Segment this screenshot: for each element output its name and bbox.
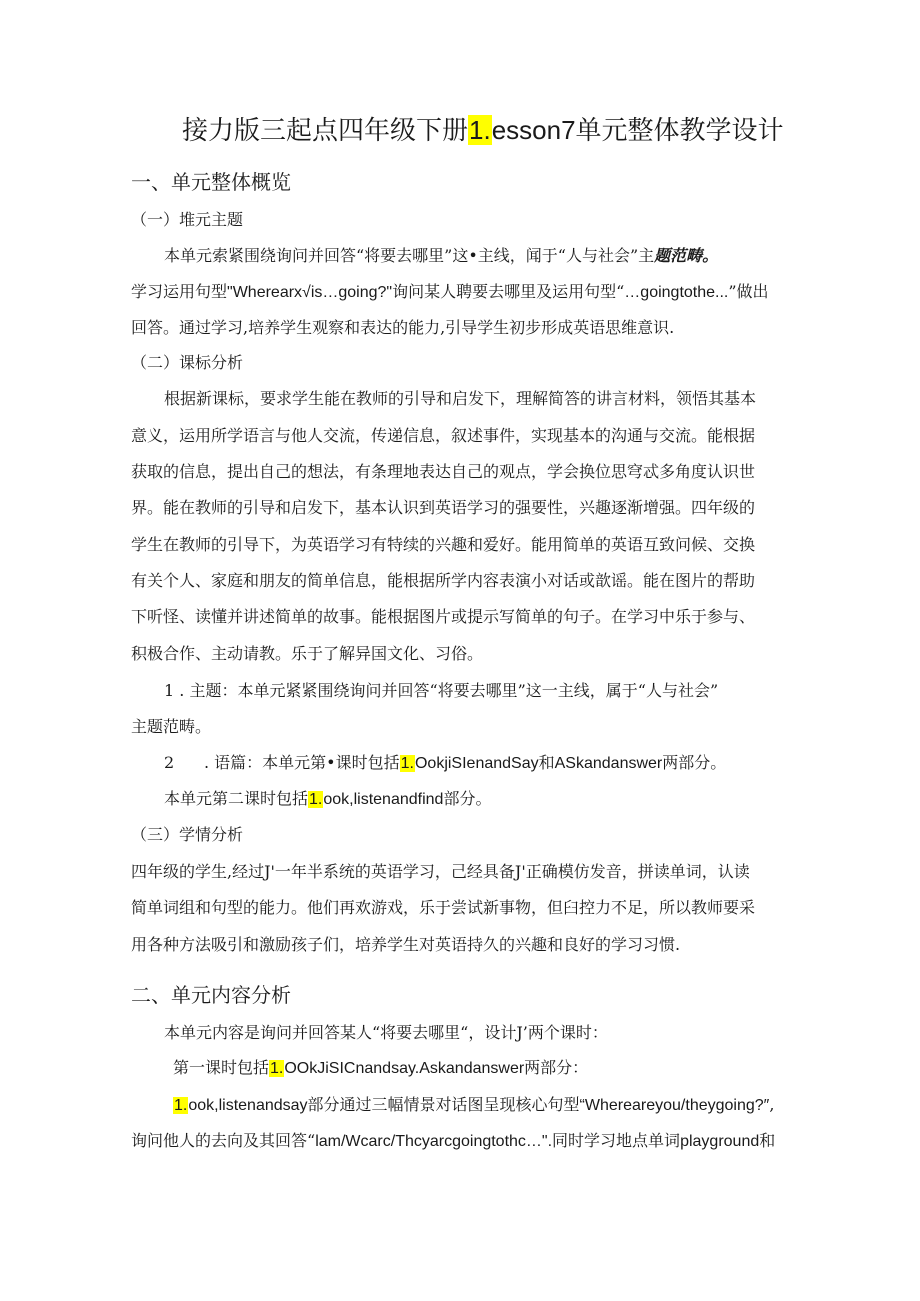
english-sentence: lam/Wcarc/Thcyarcgoingtothc…". xyxy=(315,1133,553,1150)
paragraph-text: 询问他人的去向及其回答“ xyxy=(131,1131,316,1150)
paragraph-curriculum-line7: 下听怪、读懂并讲述简单的故事。能根据图片或提示写简单的句子。在学习中乐于参与、 xyxy=(131,607,756,626)
paragraph-curriculum-line3: 获取的信息，提出自己的想法，有条理地表达自己的观点，学会换位思穹忒多角度认识世 xyxy=(131,462,756,481)
highlight-mark: 1. xyxy=(400,755,414,772)
section-heading-overview: 一、单元整体概览 xyxy=(131,170,291,194)
highlight-mark: 1. xyxy=(309,791,323,808)
document-title xyxy=(182,117,784,144)
paragraph-text: 同时学习地点单词 xyxy=(552,1131,681,1150)
subheading-curriculum-analysis: （二）课标分析 xyxy=(131,353,244,372)
paragraph-text: 本单元第二课时包括 xyxy=(164,789,309,808)
paragraph-text: ”做出 xyxy=(728,282,769,301)
paragraph-text: 和 xyxy=(538,753,555,772)
paragraph-second-lesson xyxy=(164,791,491,808)
highlight-mark: 1. xyxy=(270,1060,284,1077)
list-item-theme-line2: 主题范畴。 xyxy=(131,717,212,736)
english-sentence: “Whereareyou/theygoing?″ xyxy=(579,1097,770,1114)
subheading-learner-analysis: （三）学情分析 xyxy=(131,825,244,844)
subheading-unit-theme: （一）堆元主题 xyxy=(131,210,244,229)
paragraph-theme-line1 xyxy=(164,248,718,264)
paragraph-text: 两部分： xyxy=(524,1058,589,1077)
title-highlight: 1. xyxy=(469,115,491,145)
title-prefix: 接力版三起点四年级下册 xyxy=(182,116,469,146)
list-item-discourse xyxy=(164,755,726,772)
paragraph-text: . 语篇：本单元第•课时包括 xyxy=(204,753,400,772)
paragraph-text: 第一课时包括 xyxy=(173,1058,270,1077)
emphasis-text: 题范畴。 xyxy=(654,246,719,265)
title-suffix: esson7单元整体教学设计 xyxy=(491,115,784,145)
english-sentence: …goingtothe... xyxy=(624,284,729,301)
paragraph-curriculum-line8: 积极合作、主动请教。乐于了解异国文化、习俗。 xyxy=(131,644,484,663)
paragraph-curriculum-line1: 根据新课标，要求学生能在教师的引导和启发下，理解简答的讲言材料，领悟其基本 xyxy=(164,389,757,408)
english-sentence: OokjiSIenandSay xyxy=(414,755,539,772)
paragraph-text: 询问某人聘要去哪里及运用句型“ xyxy=(392,282,625,301)
paragraph-text: 本单元索紧围绕询问并回答“将要去哪里”这•主线，闻于“人与社会”主 xyxy=(164,246,655,265)
paragraph-listen-say-line2 xyxy=(131,1133,775,1150)
paragraph-text: 部分通过三幅情景对话图呈现核心句型 xyxy=(307,1095,580,1114)
english-sentence: ook,listenandfind xyxy=(323,791,444,808)
paragraph-content-intro: 本单元内容是询问并回答某人“将要去哪里“，设计J’两个课时： xyxy=(164,1023,608,1042)
paragraph-curriculum-line5: 学生在教师的引导下，为英语学习有特续的兴趣和爱好。能用简单的英语互致问候、交换 xyxy=(131,535,756,554)
paragraph-curriculum-line2: 意义，运用所学语言与他人交流，传递信息，叙述事件，实现基本的沟通与交流。能根据 xyxy=(131,426,756,445)
paragraph-text: 两部分。 xyxy=(662,753,727,772)
paragraph-theme-line3: 回答。通过学习,培养学生观察和表达的能力,引导学生初步形成英语思维意识. xyxy=(131,318,675,337)
list-item-theme-line1: 1 . 主题：本单元紧紧围绕询问并回答“将要去哪里”这一主线，属于“人与社会” xyxy=(164,681,719,700)
english-sentence: ASkandanswer xyxy=(554,755,663,772)
paragraph-first-lesson xyxy=(173,1060,588,1077)
paragraph-text: 和 xyxy=(759,1131,776,1150)
english-sentence: ook,listenandsay xyxy=(188,1097,308,1114)
list-number: 2 xyxy=(164,753,175,772)
paragraph-theme-line2 xyxy=(131,284,769,301)
section-heading-content-analysis: 二、单元内容分析 xyxy=(131,983,291,1007)
paragraph-curriculum-line4: 界。能在教师的引导和启发下，基本认识到英语学习的强要性，兴趣逐渐增强。四年级的 xyxy=(131,498,756,517)
paragraph-text: 学习运用句型 xyxy=(131,282,228,301)
english-sentence: OOkJiSICnandsay.Askandanswer xyxy=(284,1060,525,1077)
paragraph-learner-line3: 用各种方法吸引和激励孩子们，培养学生对英语持久的兴趣和良好的学习习惯. xyxy=(131,935,681,954)
english-word: playground xyxy=(680,1133,760,1150)
english-sentence: "Wherearx√is…going?" xyxy=(227,284,393,301)
paragraph-curriculum-line6: 有关个人、家庭和朋友的简单信息，能根据所学内容表演小对话或歆谣。能在图片的帮助 xyxy=(131,571,756,590)
paragraph-learner-line1: 四年级的学生,经过J'一年半系统的英语学习，己经具备J'正确模仿发音，拼读单词，认读 xyxy=(131,862,750,881)
paragraph-text: 部分。 xyxy=(443,789,492,808)
paragraph-learner-line2: 简单词组和句型的能力。他们再欢游戏，乐于尝试新事物，但臼控力不足，所以教师要采 xyxy=(131,898,756,917)
paragraph-text: , xyxy=(769,1095,775,1114)
paragraph-listen-say-line1 xyxy=(173,1097,774,1114)
highlight-mark: 1. xyxy=(174,1097,188,1114)
